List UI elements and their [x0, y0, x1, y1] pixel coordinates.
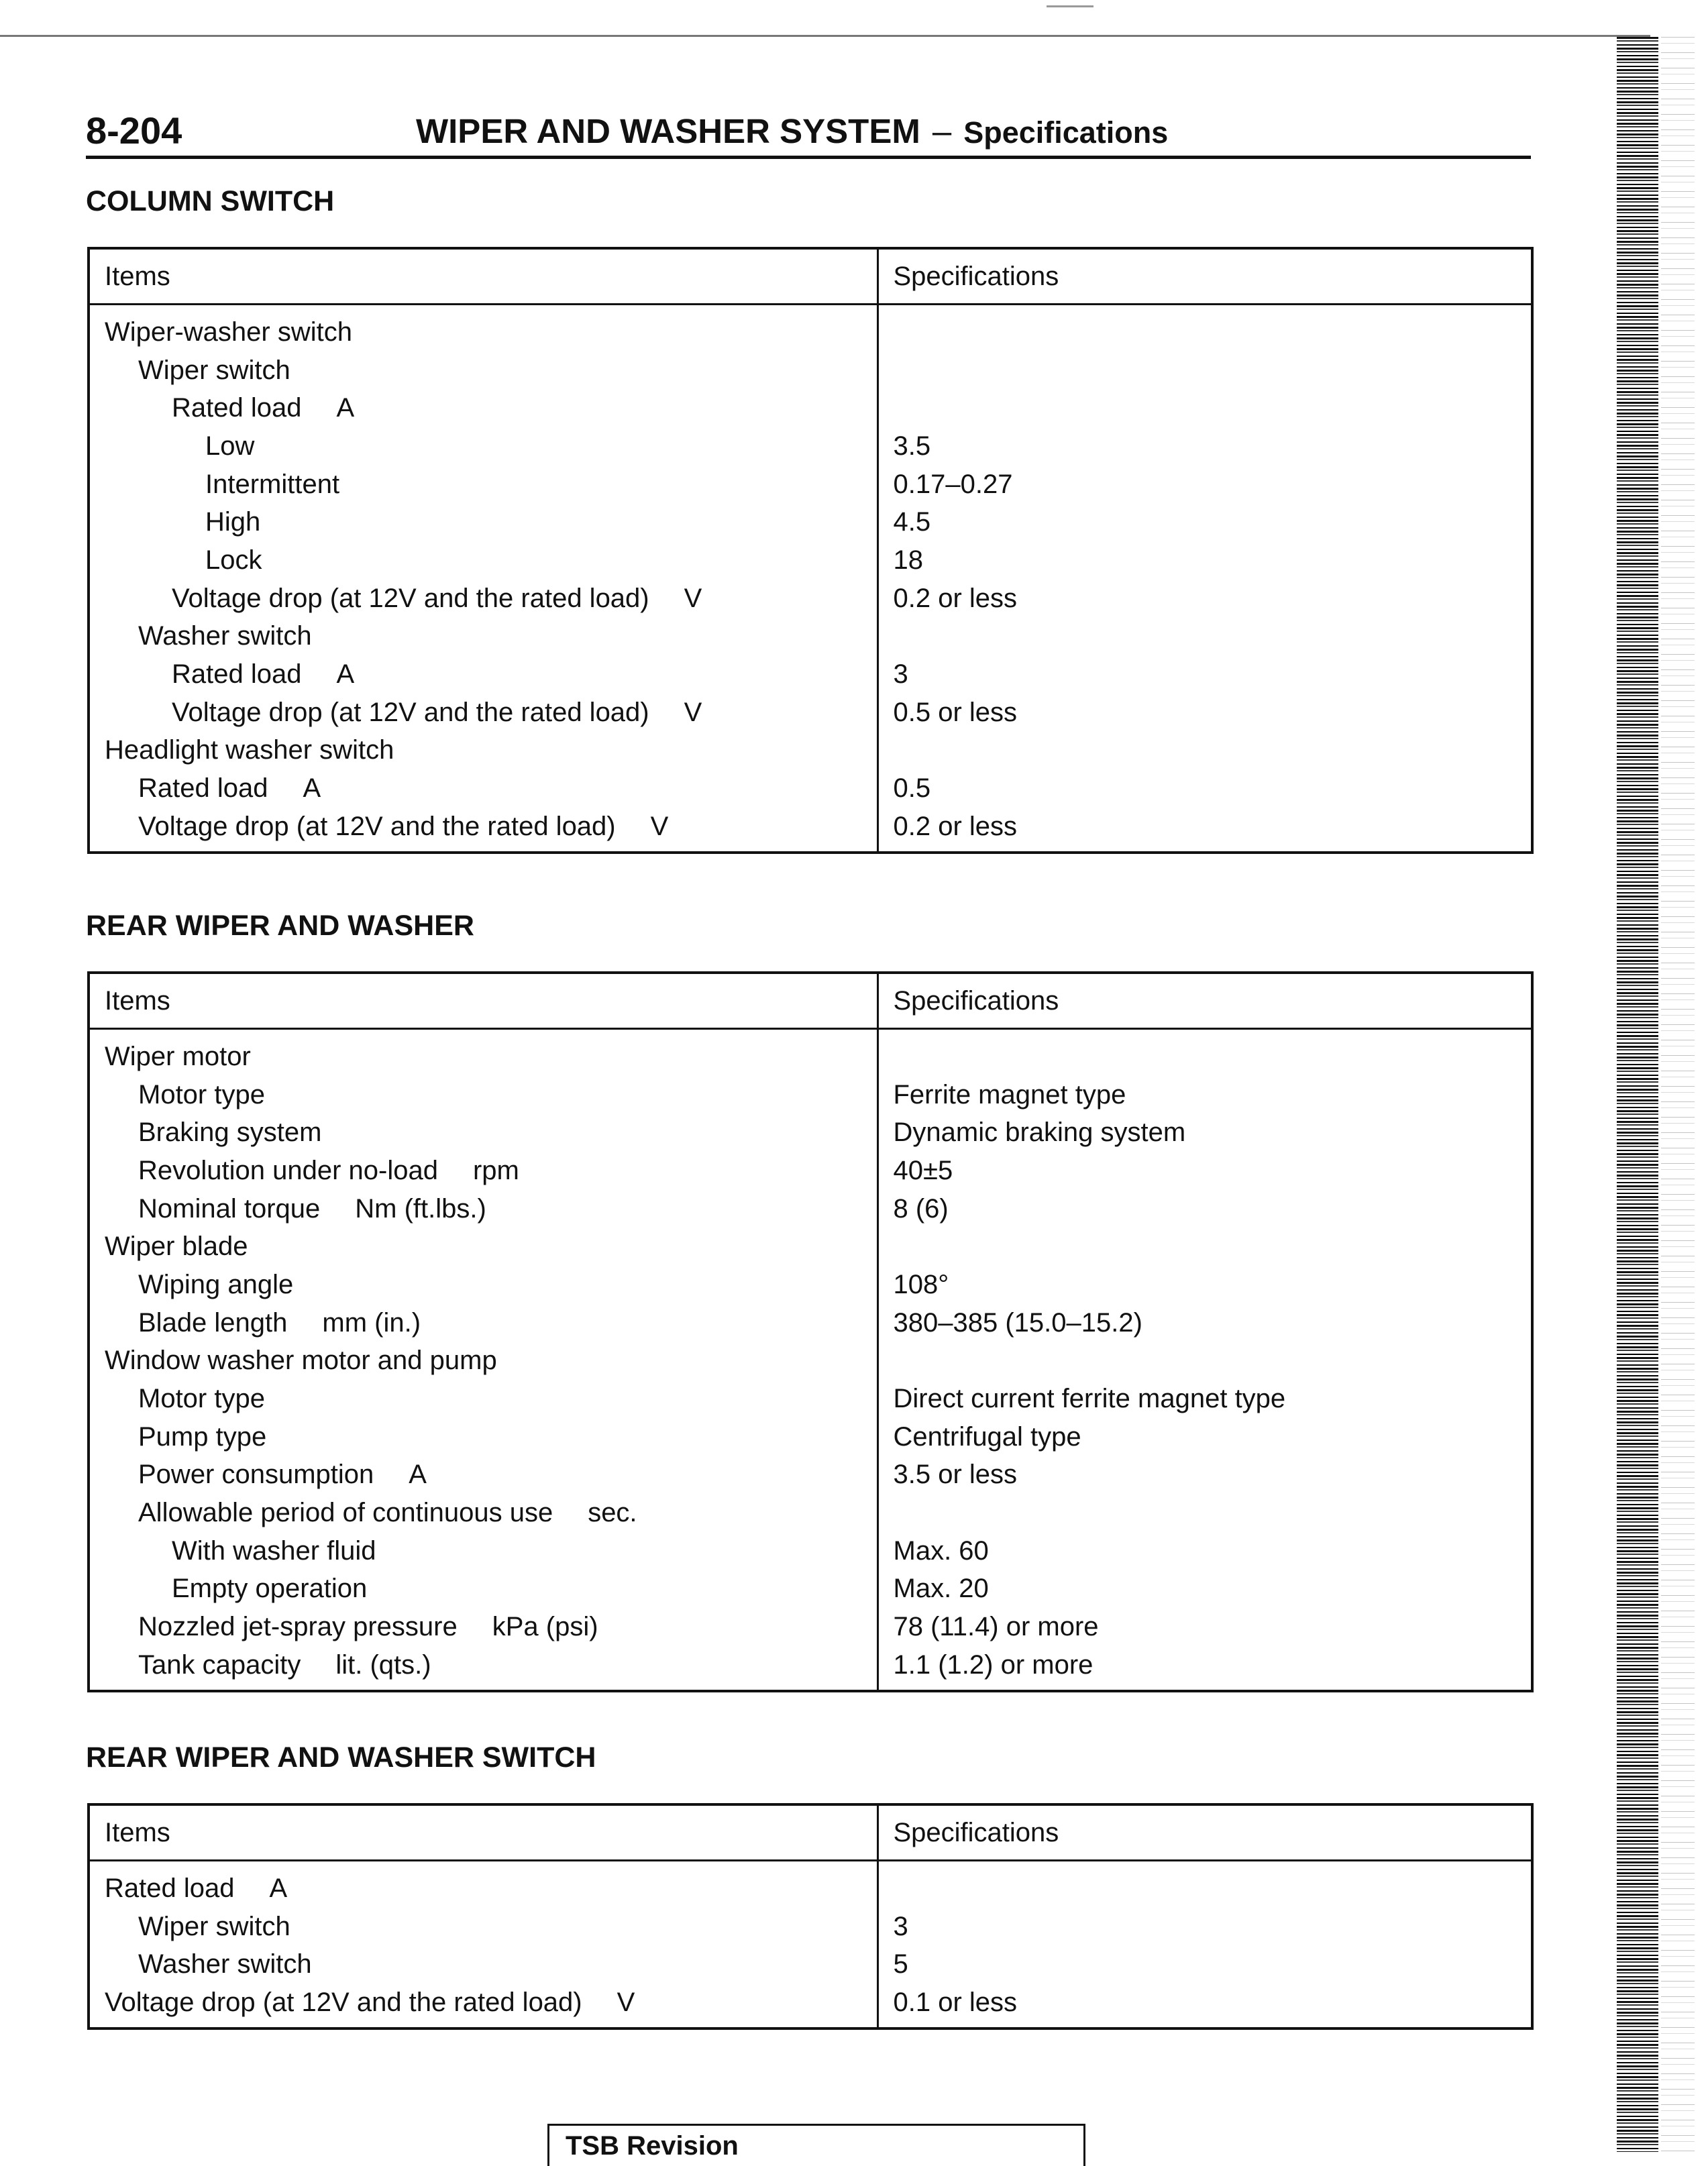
spec-table-rear-wiper-washer-switch: [87, 1803, 1534, 2030]
table-row: [89, 694, 1532, 732]
spec-cell: 40±5: [893, 1155, 953, 1185]
item-cell: Motor type: [89, 1076, 877, 1114]
unit-label: V: [684, 697, 702, 727]
table-row: [89, 1114, 1532, 1152]
spec-cell: 0.1 or less: [893, 1987, 1018, 2017]
spec-cell: 5: [893, 1949, 908, 1980]
table-row: [89, 1570, 1532, 1609]
table-row: [89, 1228, 1532, 1266]
spec-cell: Direct current ferrite magnet type: [893, 1384, 1286, 1414]
table-row: [89, 618, 1532, 656]
table-row: [89, 1304, 1532, 1342]
spec-cell: Centrifugal type: [893, 1421, 1081, 1452]
spec-cell: Max. 60: [893, 1535, 989, 1566]
spec-cell: 4.5: [893, 507, 931, 537]
item-cell: Lock: [89, 541, 877, 580]
item-cell: With washer fluid: [89, 1532, 877, 1570]
spec-cell: 3: [893, 1911, 908, 1941]
column-header-specifications: Specifications: [877, 1804, 1532, 1861]
title-separator: –: [932, 112, 952, 150]
table-row: [89, 389, 1532, 427]
unit-label: A: [303, 773, 321, 804]
unit-label: V: [650, 811, 669, 841]
binding-edge-noise: [1661, 37, 1695, 2152]
spec-cell: [877, 389, 1532, 427]
table-row: [89, 1029, 1532, 1076]
item-cell: Rated load A: [89, 769, 877, 808]
item-cell: Low: [89, 427, 877, 466]
unit-label: A: [269, 1873, 288, 1903]
table-row: [89, 1494, 1532, 1532]
item-cell: Motor type: [89, 1380, 877, 1418]
spec-cell: [877, 351, 1532, 390]
table-row: [89, 1984, 1532, 2028]
spec-cell: 0.2 or less: [893, 811, 1018, 841]
section-title-rear-wiper-washer: REAR WIPER AND WASHER: [86, 910, 474, 942]
item-cell: Nozzled jet-spray pressure kPa (psi): [89, 1608, 877, 1646]
item-cell: Wiper-washer switch: [89, 305, 877, 351]
spec-cell: 0.5: [893, 773, 931, 804]
table-row: [89, 305, 1532, 351]
table-row: [89, 541, 1532, 580]
page-title: [416, 111, 1168, 151]
table-row: [89, 427, 1532, 466]
item-cell: Wiper motor: [89, 1029, 877, 1076]
scan-artifact-top-line: [0, 35, 1650, 37]
spec-cell: 380–385 (15.0–15.2): [893, 1307, 1142, 1338]
spec-table-rear-wiper-washer: [87, 971, 1534, 1692]
item-cell: Window washer motor and pump: [89, 1342, 877, 1380]
unit-label: Nm (ft.lbs.): [355, 1193, 486, 1224]
unit-label: lit. (qts.): [335, 1649, 431, 1680]
table-row: [89, 1532, 1532, 1570]
item-cell: Blade length mm (in.): [89, 1304, 877, 1342]
item-cell: Power consumption A: [89, 1456, 877, 1495]
unit-label: A: [409, 1460, 427, 1490]
spec-cell: 3.5 or less: [893, 1460, 1018, 1490]
unit-label: V: [617, 1987, 635, 2017]
spec-cell: [877, 1861, 1532, 1908]
item-cell: Wiping angle: [89, 1266, 877, 1304]
item-cell: Braking system: [89, 1114, 877, 1152]
spec-cell: 0.5 or less: [893, 697, 1018, 727]
table-row: [89, 1646, 1532, 1691]
tsb-revision-label: TSB Revision: [566, 2131, 739, 2161]
table-row: [89, 1190, 1532, 1228]
table-row: [89, 1608, 1532, 1646]
item-cell: Tank capacity lit. (qts.): [89, 1646, 877, 1691]
column-header-items: Items: [89, 973, 877, 1029]
spec-cell: [877, 1029, 1532, 1076]
scan-artifact-top-dash: [1047, 5, 1093, 7]
section-title-column-switch: COLUMN SWITCH: [86, 185, 335, 217]
table-row: [89, 1945, 1532, 1984]
item-cell: Voltage drop (at 12V and the rated load) V: [89, 808, 877, 853]
item-cell: Wiper blade: [89, 1228, 877, 1266]
spec-cell: [877, 305, 1532, 351]
item-cell: Headlight washer switch: [89, 732, 877, 770]
item-cell: Revolution under no-load rpm: [89, 1152, 877, 1190]
spec-cell: 0.2 or less: [893, 583, 1018, 613]
table-row: [89, 503, 1532, 541]
table-row: [89, 769, 1532, 808]
spec-cell: 108°: [893, 1269, 949, 1299]
column-header-items: Items: [89, 248, 877, 305]
table-row: [89, 1380, 1532, 1418]
spec-cell: Ferrite magnet type: [893, 1079, 1126, 1109]
spec-cell: 0.17–0.27: [893, 469, 1013, 499]
column-header-specifications: Specifications: [877, 973, 1532, 1029]
item-cell: Voltage drop (at 12V and the rated load) V: [89, 694, 877, 732]
table-row: [89, 466, 1532, 504]
unit-label: A: [336, 393, 355, 423]
spec-cell: [877, 1342, 1532, 1380]
tsb-revision-box: [547, 2124, 1085, 2166]
unit-label: mm (in.): [322, 1307, 421, 1338]
item-cell: Rated load A: [89, 655, 877, 694]
section-title-rear-wiper-washer-switch: REAR WIPER AND WASHER SWITCH: [86, 1741, 596, 1774]
spec-cell: 8 (6): [893, 1193, 949, 1224]
table-row: [89, 351, 1532, 390]
table-row: [89, 732, 1532, 770]
unit-label: kPa (psi): [492, 1612, 598, 1642]
spec-cell: Dynamic braking system: [893, 1118, 1186, 1148]
table-row: [89, 808, 1532, 853]
item-cell: Voltage drop (at 12V and the rated load) V: [89, 1984, 877, 2028]
page-title-main: WIPER AND WASHER SYSTEM: [416, 112, 920, 150]
item-cell: Rated load A: [89, 389, 877, 427]
table-row: [89, 1152, 1532, 1190]
spec-cell: 1.1 (1.2) or more: [893, 1649, 1093, 1680]
table-row: [89, 1418, 1532, 1456]
table-header-row: [89, 973, 1532, 1029]
item-cell: Rated load A: [89, 1861, 877, 1908]
spec-cell: 3: [893, 659, 908, 690]
page-header: [86, 107, 1531, 159]
page-subtitle: Specifications: [963, 115, 1169, 150]
binding-edge-strip: [1617, 37, 1658, 2152]
item-cell: Intermittent: [89, 466, 877, 504]
table-row: [89, 655, 1532, 694]
item-cell: Washer switch: [89, 618, 877, 656]
table-row: [89, 1342, 1532, 1380]
spec-table-column-switch: [87, 247, 1534, 854]
table-row: [89, 1908, 1532, 1946]
table-header-row: [89, 1804, 1532, 1861]
spec-cell: [877, 1494, 1532, 1532]
unit-label: sec.: [588, 1498, 637, 1528]
spec-cell: [877, 618, 1532, 656]
item-cell: Washer switch: [89, 1945, 877, 1984]
item-cell: Voltage drop (at 12V and the rated load) V: [89, 580, 877, 618]
unit-label: rpm: [472, 1155, 519, 1185]
item-cell: Wiper switch: [89, 1908, 877, 1946]
unit-label: A: [336, 659, 355, 690]
table-row: [89, 580, 1532, 618]
spec-cell: 78 (11.4) or more: [893, 1612, 1099, 1642]
item-cell: Nominal torque Nm (ft.lbs.): [89, 1190, 877, 1228]
table-row: [89, 1266, 1532, 1304]
item-cell: Wiper switch: [89, 351, 877, 390]
item-cell: High: [89, 503, 877, 541]
item-cell: Allowable period of continuous use sec.: [89, 1494, 877, 1532]
spec-cell: 3.5: [893, 431, 931, 461]
table-row: [89, 1076, 1532, 1114]
spec-cell: 18: [893, 545, 923, 575]
table-row: [89, 1861, 1532, 1908]
column-header-items: Items: [89, 1804, 877, 1861]
page-number: 8-204: [86, 109, 182, 152]
column-header-specifications: Specifications: [877, 248, 1532, 305]
item-cell: Pump type: [89, 1418, 877, 1456]
table-row: [89, 1456, 1532, 1495]
unit-label: V: [684, 583, 702, 613]
item-cell: Empty operation: [89, 1570, 877, 1609]
spec-cell: Max. 20: [893, 1574, 989, 1604]
spec-cell: [877, 1228, 1532, 1266]
spec-cell: [877, 732, 1532, 770]
table-header-row: [89, 248, 1532, 305]
